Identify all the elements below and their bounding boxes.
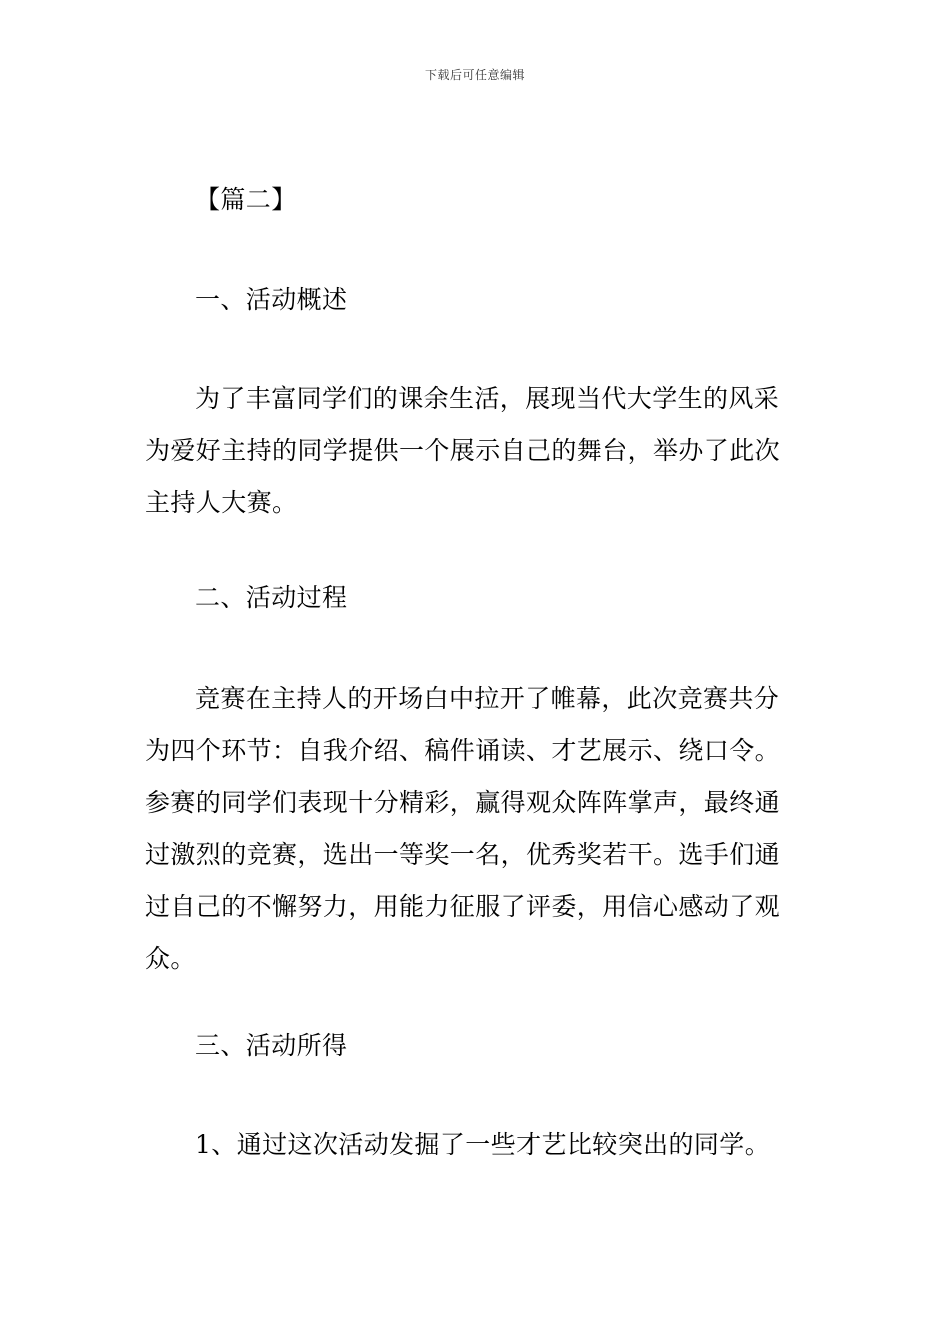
heading-activity-process: 二、活动过程 [195,583,348,612]
heading-activity-gains: 三、活动所得 [195,1031,348,1060]
paragraph-line: 主持人大赛。 [145,488,298,517]
heading-activity-overview: 一、活动概述 [195,285,348,314]
paragraph-line: 为了丰富同学们的课余生活，展现当代大学生的风采 [195,384,780,413]
header-note: 下载后可任意编辑 [424,68,525,82]
paragraph-line: 过自己的不懈努力，用能力征服了评委，用信心感动了观 [145,892,781,921]
paragraph-line: 为爱好主持的同学提供一个展示自己的舞台，举办了此次 [145,436,781,465]
paragraph-line: 众。 [145,944,196,973]
paragraph-line: 过激烈的竞赛，选出一等奖一名，优秀奖若干。选手们通 [145,840,781,869]
paragraph-line: 为四个环节：自我介绍、稿件诵读、才艺展示、绕口令。 [145,736,781,765]
paragraph-line: 竞赛在主持人的开场白中拉开了帷幕，此次竞赛共分 [195,684,780,713]
section-marker: 【篇二】 [195,185,297,214]
paragraph-overview [145,373,815,529]
paragraph-process [145,673,815,985]
list-item-gain-1: 1、通过这次活动发掘了一些才艺比较突出的同学。 [195,1130,771,1159]
paragraph-line: 参赛的同学们表现十分精彩，赢得观众阵阵掌声，最终通 [145,788,781,817]
